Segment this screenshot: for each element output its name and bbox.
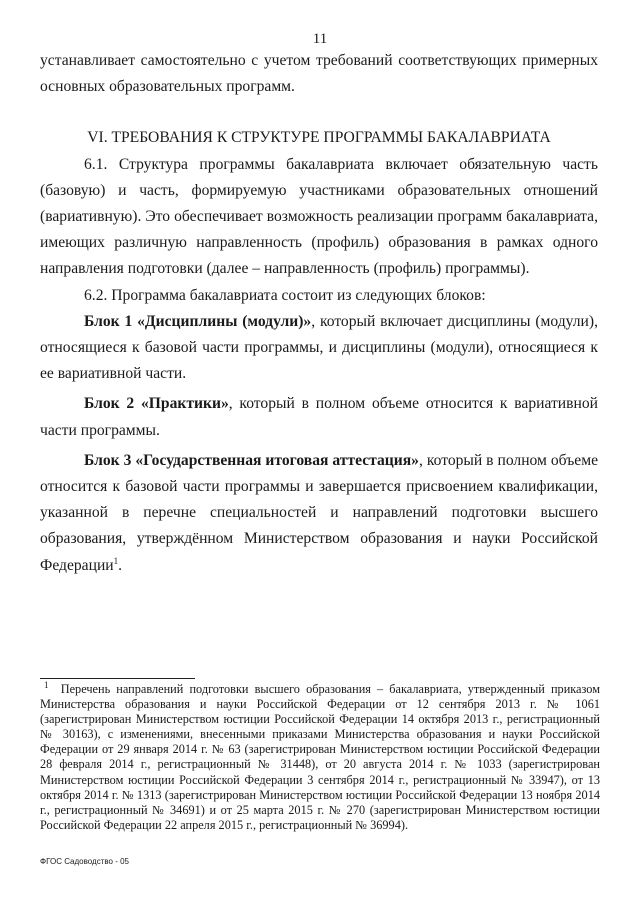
- paragraph-6-1: 6.1. Структура программы бакалавриата включает обязательную часть (базовую) и часть, формируемую участниками образовательных отношений (вариативную). Это обеспечивает возможность реализации программ бакалавриата, имеющих различную направленность (профиль) образования в рамках одного направления подготовки (далее – направленность (профиль) программы).: [40, 155, 598, 278]
- block-3-title: Блок 3 «Государственная итоговая аттестация»: [84, 451, 419, 469]
- block-1-title: Блок 1 «Дисциплины (модули)»: [84, 312, 312, 330]
- footnote-text: Перечень направлений подготовки высшего образования – бакалавриата, утвержденный приказом Министерства образования и науки Российской Федерации от 12 сентября 2013 г. № 1061 (зарегистрирован Министерством юстиции Российской Федерации 14 октября 2013 г., регистрационный № 30163), с изменениями, внесенными приказами Министерства образования и науки Российской Федерации от 29 января 2014 г. № 63 (зарегистрирован Министерством юстиции Российской Федерации 28 февраля 2014 г., регистрационный № 31448), от 20 августа 2014 г. № 1033 (зарегистрирован Министерством юстиции Российской Федерации 3 сентября 2014 г., регистрационный № 33947), от 13 октября 2014 г. № 1313 (зарегистрирован Министерством юстиции Российской Федерации 13 ноября 2014 г., регистрационный № 34691) и от 25 марта 2015 г. № 270 (зарегистрирован Министерством юстиции Российской Федерации 22 апреля 2015 г., регистрационный № 36994).: [40, 682, 601, 832]
- block-2-title: Блок 2 «Практики»: [84, 395, 229, 413]
- main-text: [40, 48, 598, 579]
- block-3-end: .: [118, 556, 123, 574]
- footnote-separator: [40, 678, 195, 679]
- block-2-text: , который в полном объеме относится к вариативной части программы.: [40, 395, 598, 439]
- paragraph-6-2: 6.2. Программа бакалавриата состоит из следующих блоков:: [84, 286, 486, 304]
- block-1-text: , который включает дисциплины (модули), относящиеся к базовой части программы, и дисциплины (модули), относящиеся к ее вариативной части.: [40, 312, 598, 383]
- intro-paragraph: устанавливает самостоятельно с учетом требований соответствующих примерных основных образовательных программ.: [40, 52, 598, 96]
- block-3-text: , который в полном объеме относится к базовой части программы и завершается присвоением квалификации, указанной в перечне специальностей и направлений подготовки высшего образования, утверждённом Министерством образования и науки Российской Федерации: [40, 451, 598, 574]
- footnote-marker: 1: [44, 679, 49, 690]
- block-3-paragraph: [40, 448, 598, 579]
- footnote-reference: 1: [113, 555, 119, 566]
- section-heading: VI. ТРЕБОВАНИЯ К СТРУКТУРЕ ПРОГРАММЫ БАКАЛАВРИАТА: [87, 129, 551, 147]
- block-2-paragraph: [40, 391, 598, 443]
- block-1-paragraph: [40, 309, 598, 388]
- page-footer: ФГОС Садоводство - 05: [40, 857, 130, 866]
- page-number: 11: [312, 31, 328, 47]
- footnote: [40, 679, 601, 833]
